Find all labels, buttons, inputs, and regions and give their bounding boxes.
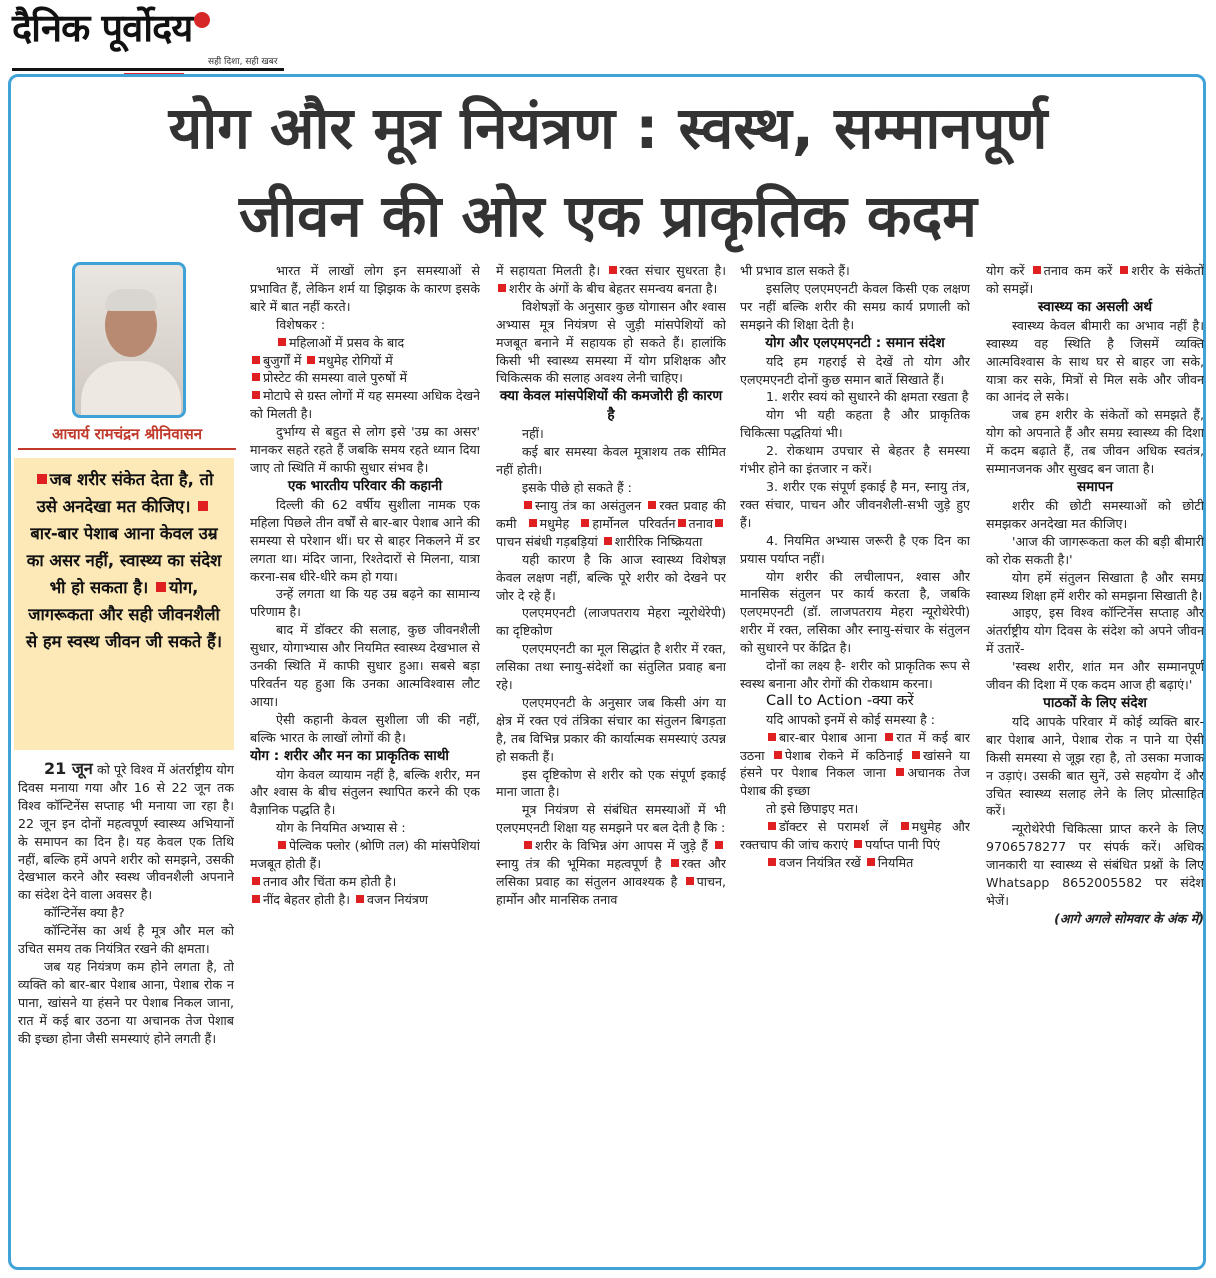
author-name: आचार्य रामचंद्रन श्रीनिवासन (51, 425, 203, 443)
list-item: बुजुर्गों में मधुमेह रोगियों में (250, 352, 480, 370)
headline-line-2: जीवन की ओर एक प्राकृतिक कदम (239, 182, 977, 250)
red-square-bullet-icon (715, 519, 723, 527)
article-column-5 (986, 262, 1204, 928)
paragraph: कॉन्टिनेंस का अर्थ है मूत्र और मल को उचित समय तक नियंत्रित रखने की क्षमता। (18, 923, 234, 957)
list-item: महिलाओं में प्रसव के बाद (250, 334, 480, 352)
article-headline (20, 84, 1196, 260)
paragraph: दोनों का लक्ष्य है- शरीर को प्राकृतिक रूप से स्वस्थ बनाना और रोगों की रोकथाम करना। (740, 658, 970, 691)
paragraph: योग भी यही कहता है और प्राकृतिक चिकित्सा पद्धतियां भी। (740, 407, 970, 441)
paragraph: 3. शरीर एक संपूर्ण इकाई है मन, स्नायु तंत्र, रक्त संचार, पाचन और जीवनशैली-सभी जुड़े हुए हैं। (740, 478, 970, 530)
article-column-2 (250, 262, 480, 909)
paragraph: नहीं। (522, 426, 544, 442)
paragraph: भी प्रभाव डाल सकते हैं। (740, 263, 850, 278)
article-column-1 (18, 760, 234, 1048)
red-square-bullet-icon (252, 877, 260, 885)
paragraph: योग शरीर की लचीलापन, श्वास और मानसिक संतुलन पर कार्य करता है, जबकि एलएमएनटी (डॉ. लाजपतराय मेहरा न्यूरोथेरेपी) शरीर में रक्त, लसिका और स्नायु-संचार के संतुलन को सुधारने पर केंद्रित है। (740, 568, 970, 656)
paragraph: कई बार समस्या केवल मूत्राशय तक सीमित नहीं होती। (496, 444, 726, 478)
red-square-bullet-icon (867, 858, 875, 866)
red-square-bullet-icon (156, 582, 166, 592)
red-square-bullet-icon (252, 373, 260, 381)
red-square-bullet-icon (307, 356, 315, 364)
author-rule (18, 448, 236, 450)
paragraph: मूत्र नियंत्रण से संबंधित समस्याओं में भी एलएमएनटी शिक्षा यह समझने पर बल देती है कि : (496, 802, 726, 836)
red-square-bullet-icon (854, 840, 862, 848)
red-square-bullet-icon (37, 474, 47, 484)
red-square-bullet-icon (671, 859, 679, 867)
list-item: वजन नियंत्रित रखें नियमित (740, 854, 970, 872)
list-item: पेल्विक फ्लोर (श्रोणि तल) की मांसपेशियां मजबूत होती हैं। (250, 838, 480, 872)
paragraph: इसके पीछे हो सकते हैं : (522, 480, 632, 496)
red-square-bullet-icon (524, 501, 532, 509)
paragraph: आइए, इस विश्व कॉन्टिनेंस सप्ताह और अंतर्राष्ट्रीय योग दिवस के संदेश को अपने जीवन में उतारें- (986, 605, 1204, 657)
section-heading: समापन (1076, 478, 1114, 495)
red-square-bullet-icon (252, 391, 260, 399)
red-square-bullet-icon (768, 822, 776, 830)
call-to-action-heading: Call to Action -क्या करें (766, 692, 914, 709)
list-item: प्रोस्टेट की समस्या वाले पुरुषों में (250, 369, 480, 387)
newspaper-logo[interactable]: दैनिक पूर्वोदय (12, 6, 302, 50)
masthead (12, 6, 302, 68)
section-heading: स्वास्थ्य का असली अर्थ (1037, 298, 1153, 315)
red-square-bullet-icon (912, 751, 920, 759)
paragraph: शरीर की छोटी समस्याओं को छोटी समझकर अनदेखा मत कीजिए। (986, 497, 1204, 531)
paragraph: कॉन्टिनेंस क्या है? (44, 905, 125, 921)
paragraph: 4. नियमित अभ्यास जरूरी है एक दिन का प्रयास पर्याप्त नहीं। (740, 532, 970, 566)
red-square-bullet-icon (1033, 266, 1041, 274)
paragraph: न्यूरोथेरेपी चिकित्सा प्राप्त करने के लिए 9706578277 पर संपर्क करें। अधिक जानकारी या स्वास्थ्य से संबंधित प्रश्नों के लिए Whatsapp 8652005582 पर संदेश भेजें। (986, 821, 1204, 908)
paragraph: विशेषज्ञों के अनुसार कुछ योगासन और श्वास अभ्यास मूत्र नियंत्रण से जुड़ी मांसपेशियों को मजबूत बनाने में सहायक हो सकते हैं। हालांकि किसी भी स्वास्थ्य समस्या में योग प्रशिक्षक और चिकित्सक की सलाह अवश्य लेनी चाहिए। (496, 298, 726, 386)
paragraph: विशेषकर : (276, 316, 326, 332)
continued-note: (आगे अगले सोमवार के अंक में) (1054, 910, 1204, 926)
section-heading: एक भारतीय परिवार की कहानी (287, 477, 443, 494)
paragraph: एलएमएनटी (लाजपतराय मेहरा न्यूरोथेरेपी) का दृष्टिकोण (496, 605, 726, 639)
red-square-bullet-icon (529, 519, 537, 527)
red-square-bullet-icon (648, 501, 656, 509)
paragraph: योग करें तनाव कम करें शरीर के संकेतों को समझें। (986, 263, 1204, 296)
red-square-bullet-icon (768, 858, 776, 866)
red-square-bullet-icon (498, 284, 506, 292)
list-item: डॉक्टर से परामर्श लें मधुमेह और रक्तचाप की जांच कराएं पर्याप्त पानी पिएं (740, 819, 970, 853)
red-square-bullet-icon (524, 841, 532, 849)
author-photo (72, 262, 186, 418)
red-square-bullet-icon (896, 768, 904, 776)
paragraph: इसलिए एलएमएनटी केवल किसी एक लक्षण पर नहीं बल्कि शरीर की समग्र कार्य प्रणाली को समझने की शिक्षा देती है। (740, 280, 970, 332)
red-square-bullet-icon (356, 895, 364, 903)
red-square-bullet-icon (768, 733, 776, 741)
paragraph: एलएमएनटी का मूल सिद्धांत है शरीर में रक्त, लसिका तथा स्नायु-संदेशों का संतुलित प्रवाह बना रहे। (496, 641, 726, 693)
paragraph: योग केवल व्यायाम नहीं है, बल्कि शरीर, मन और श्वास के बीच संतुलन स्थापित करने की एक वैज्ञानिक पद्धति है। (250, 766, 480, 818)
list-item: नींद बेहतर होती है। वजन नियंत्रण (250, 891, 480, 909)
paragraph: यदि हम गहराई से देखें तो योग और एलएमएनटी दोनों कुछ समान बातें सिखाते हैं। (740, 353, 970, 387)
paragraph: यदि आपके परिवार में कोई व्यक्ति बार-बार पेशाब आने, पेशाब रोक न पाने या ऐसी किसी समस्या से जूझ रहा है, तो उसका मजाक न उड़ाएं। उसकी बात सुनें, उसे सहयोग दें और उचित स्वास्थ्य सलाह लेने के लिए प्रोत्साहित करें। (986, 713, 1204, 819)
paragraph: जब यह नियंत्रण कम होने लगता है, तो व्यक्ति को बार-बार पेशाब आना, पेशाब रोक न पाना, खांसने या हंसने पर पेशाब निकल जाना, रात में कई बार उठना या अचानक तेज पेशाब की इच्छा होना जैसी समस्याएं होने लगती हैं। (18, 958, 234, 1046)
paragraph: एलएमएनटी के अनुसार जब किसी अंग या क्षेत्र में रक्त एवं तंत्रिका संचार का संतुलन बिगड़ता है, तब विभिन्न प्रकार की कार्यात्मक समस्याएं उत्पन्न हो सकती हैं। (496, 694, 726, 764)
list-item: बार-बार पेशाब आना रात में कई बार उठना पेशाब रोकने में कठिनाई खांसने या हंसने पर पेशाब निकल जाना अचानक तेज पेशाब की इच्छा (740, 729, 970, 799)
article-column-3 (496, 262, 726, 909)
paragraph: तो इसे छिपाइए मत। (766, 801, 859, 817)
red-square-bullet-icon (1120, 266, 1128, 274)
red-square-bullet-icon (278, 841, 286, 849)
paragraph: में सहायता मिलती है। रक्त संचार सुधरता है। शरीर के अंगों के बीच बेहतर समन्वय बनता है। (496, 263, 726, 296)
pull-quote: जब शरीर संकेत देता है, तो उसे अनदेखा मत कीजिए। बार-बार पेशाब आना केवल उम्र का असर नहीं, स्वास्थ्य का संदेश भी हो सकता है। योग, जागरूकता और सही जीवनशैली से हम स्वस्थ जीवन जी सकते हैं। (14, 458, 234, 750)
paragraph: 21 जून को पूरे विश्व में अंतर्राष्ट्रीय योग दिवस मनाया गया और 16 से 22 जून तक विश्व कॉन्टिनेंस सप्ताह भी मनाया जा रहा है। 22 जून इन दोनों महत्वपूर्ण स्वास्थ्य अभियानों के समापन का दिन है। यह केवल एक तिथि नहीं, बल्कि हमें अपने शरीर को समझने, उसकी देखभाल करने और स्वस्थ जीवनशैली अपनाने का संदेश देने वाला अवसर है। (18, 760, 234, 903)
paragraph: उन्हें लगता था कि यह उम्र बढ़ने का सामान्य परिणाम है। (250, 586, 480, 620)
red-square-bullet-icon (774, 751, 782, 759)
paragraph: यदि आपको इनमें से कोई समस्या है : (766, 711, 936, 727)
red-square-bullet-icon (885, 733, 893, 741)
masthead-rule (12, 68, 284, 71)
headline-line-1: योग और मूत्र नियंत्रण : स्वस्थ, सम्मानपूर्ण (168, 94, 1048, 162)
section-heading: योग और एलएमएनटी : समान संदेश (765, 334, 945, 351)
paragraph: भारत में लाखों लोग इन समस्याओं से प्रभावित हैं, लेकिन शर्म या झिझक के कारण इसके बारे में बात नहीं करते। (250, 263, 480, 314)
red-square-bullet-icon (715, 841, 723, 849)
paragraph: दिल्ली की 62 वर्षीय सुशीला नामक एक महिला पिछले तीन वर्षों से बार-बार पेशाब आने की समस्या से परेशान थीं। घर से बाहर निकलने में डर लगता था। मंदिर जाना, रिश्तेदारों से मिलना, यात्रा करना-सब धीरे-धीरे कम हो गया। (250, 496, 480, 584)
red-square-bullet-icon (609, 266, 617, 274)
paragraph: 'स्वस्थ शरीर, शांत मन और सम्मानपूर्ण जीवन की दिशा में एक कदम आज ही बढ़ाएं।' (986, 659, 1204, 693)
paragraph: स्वास्थ्य केवल बीमारी का अभाव नहीं है। स्वास्थ्य वह स्थिति है जिसमें व्यक्ति आत्मविश्वास के साथ घर से बाहर जा सके, यात्रा कर सके, मित्रों से मिल सके और जीवन का आनंद ले सके। (986, 317, 1204, 405)
red-square-bullet-icon (278, 338, 286, 346)
paragraph: दुर्भाग्य से बहुत से लोग इसे 'उम्र का असर' मानकर सहते रहते हैं जबकि समय रहते ध्यान दिया जाए तो स्थिति में काफी सुधार संभव है। (250, 424, 480, 475)
paragraph: जब हम शरीर के संकेतों को समझते हैं, योग को अपनाते हैं और समग्र स्वास्थ्य की दिशा में कदम बढ़ाते हैं, तब जीवन अधिक स्वतंत्र, सम्मानजनक और सुखद बन जाता है। (986, 407, 1204, 477)
article-column-4 (740, 262, 970, 872)
red-circle-logo-icon (194, 12, 210, 28)
red-square-bullet-icon (252, 895, 260, 903)
list-item: शरीर के विभिन्न अंग आपस में जुड़े हैं स्नायु तंत्र की भूमिका महत्वपूर्ण है रक्त और लसिका प्रवाह का संतुलन आवश्यक है पाचन, हार्मोन और मानसिक तनाव (496, 838, 726, 907)
paragraph: ऐसी कहानी केवल सुशीला जी की नहीं, बल्कि भारत के लाखों लोगों की है। (250, 711, 480, 745)
red-square-bullet-icon (581, 519, 589, 527)
paragraph: इस दृष्टिकोण से शरीर को एक संपूर्ण इकाई माना जाता है। (496, 766, 726, 800)
list-item: तनाव और चिंता कम होती है। (250, 873, 480, 891)
red-square-bullet-icon (901, 822, 909, 830)
paragraph: 'आज की जागरूकता कल की बड़ी बीमारी को रोक सकती है।' (986, 533, 1204, 567)
paragraph: यही कारण है कि आज स्वास्थ्य विशेषज्ञ केवल लक्षण नहीं, बल्कि पूरे शरीर को देखने पर जोर दे रहे हैं। (496, 551, 726, 603)
paragraph: योग के नियमित अभ्यास से : (276, 820, 406, 836)
section-heading: पाठकों के लिए संदेश (1043, 694, 1147, 711)
paragraph: 1. शरीर स्वयं को सुधारने की क्षमता रखता है (766, 389, 969, 405)
paragraph: 2. रोकथाम उपचार से बेहतर है समस्या गंभीर होने का इंतजार न करें। (740, 443, 970, 477)
red-square-bullet-icon (678, 519, 686, 527)
list-item: स्नायु तंत्र का असंतुलन रक्त प्रवाह की कमी मधुमेह हार्मोनल परिवर्तन तनावपाचन संबंधी गड़बड़ियां शारीरिक निष्क्रियता (496, 497, 726, 549)
red-square-bullet-icon (252, 356, 260, 364)
list-item: मोटापे से ग्रस्त लोगों में यह समस्या अधिक देखने को मिलती है। (250, 388, 480, 422)
section-heading: क्या केवल मांसपेशियों की कमजोरी ही कारण है (499, 388, 723, 424)
red-square-bullet-icon (198, 501, 208, 511)
red-square-bullet-icon (686, 877, 694, 885)
masthead-tagline: सही दिशा, सही खबर (208, 57, 278, 67)
paragraph: योग हमें संतुलन सिखाता है और समग्र स्वास्थ्य शिक्षा हमें शरीर को समझना सिखाती है। (986, 569, 1204, 603)
paragraph: बाद में डॉक्टर की सलाह, कुछ जीवनशैली सुधार, योगाभ्यास और नियमित स्वास्थ्य देखभाल से उनकी स्थिति में काफी सुधार हुआ। सबसे बड़ा परिवर्तन यह हुआ कि उनका आत्मविश्वास लौट आया। (250, 622, 480, 709)
red-square-bullet-icon (604, 537, 612, 545)
section-heading: योग : शरीर और मन का प्राकृतिक साथी (250, 747, 449, 764)
